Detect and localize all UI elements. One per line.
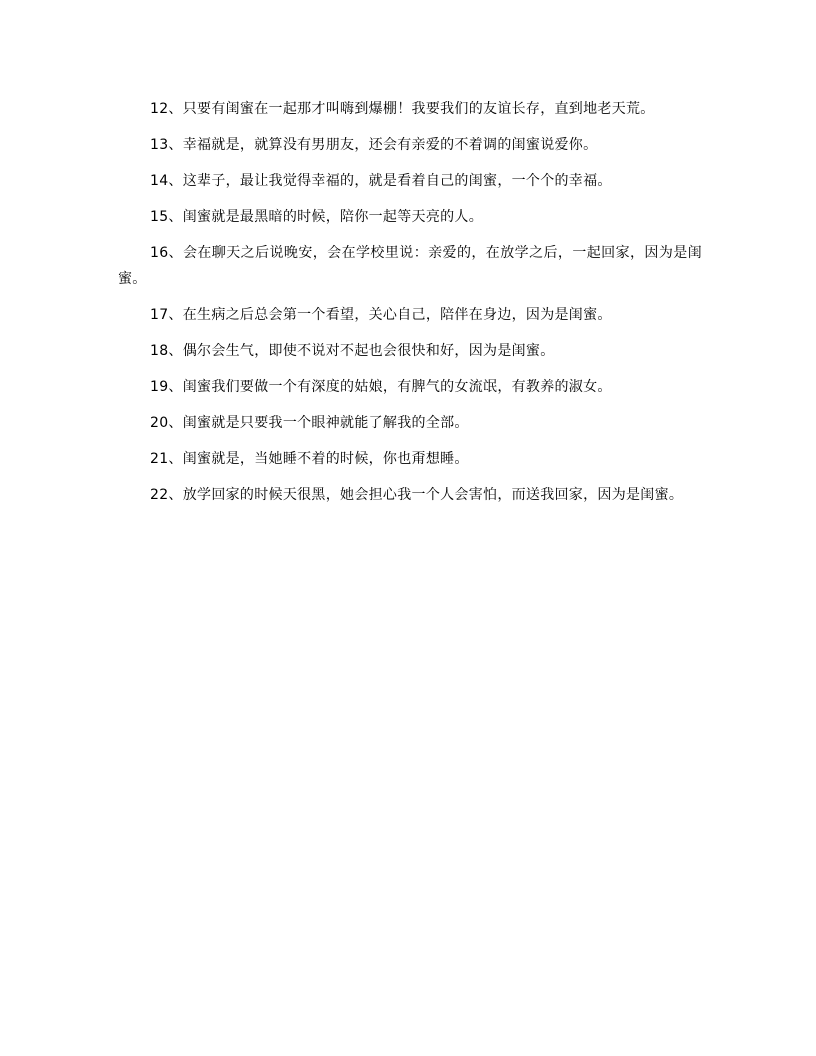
document-body — [118, 96, 702, 518]
paragraph-20: 20、闺蜜就是只要我一个眼神就能了解我的全部。 — [150, 415, 469, 431]
paragraph-22: 22、放学回家的时候天很黑，她会担心我一个人会害怕，而送我回家，因为是闺蜜。 — [150, 487, 684, 503]
paragraph-19: 19、闺蜜我们要做一个有深度的姑娘，有脾气的女流氓，有教养的淑女。 — [150, 379, 612, 395]
paragraph-17: 17、在生病之后总会第一个看望，关心自己，陪伴在身边，因为是闺蜜。 — [150, 307, 612, 323]
paragraph-12: 12、只要有闺蜜在一起那才叫嗨到爆棚！我要我们的友谊长存，直到地老天荒。 — [150, 101, 655, 117]
paragraph-16: 16、会在聊天之后说晚安，会在学校里说：亲爱的，在放学之后，一起回家，因为是闺蜜。 — [118, 245, 702, 287]
paragraph-21: 21、闺蜜就是，当她睡不着的时候，你也甭想睡。 — [150, 451, 469, 467]
paragraph-13: 13、幸福就是，就算没有男朋友，还会有亲爱的不着调的闺蜜说爱你。 — [150, 137, 598, 153]
paragraph-15: 15、闺蜜就是最黑暗的时候，陪你一起等天亮的人。 — [150, 209, 484, 225]
paragraph-14: 14、这辈子，最让我觉得幸福的，就是看着自己的闺蜜，一个个的幸福。 — [150, 173, 612, 189]
paragraph-18: 18、偶尔会生气，即使不说对不起也会很快和好，因为是闺蜜。 — [150, 343, 555, 359]
